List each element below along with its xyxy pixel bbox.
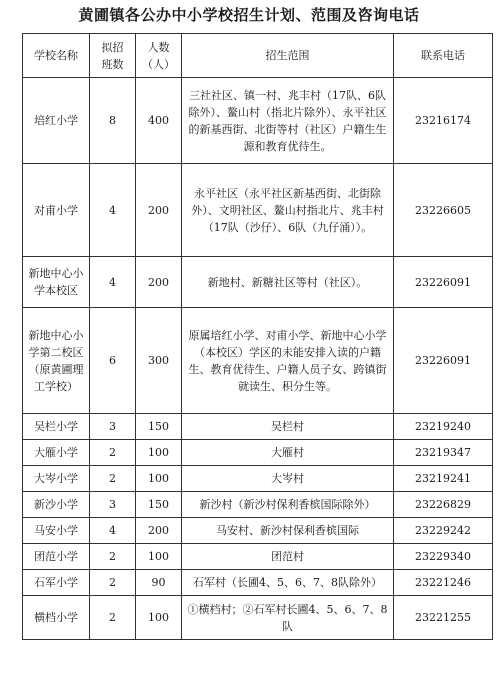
table-row [23, 518, 493, 544]
class-count: 2 [90, 466, 136, 492]
table-row [23, 596, 493, 640]
enrollment-scope: 团范村 [182, 544, 394, 570]
school-name: 吴栏小学 [23, 414, 90, 440]
class-count: 2 [90, 544, 136, 570]
class-count: 4 [90, 257, 136, 308]
header-phone: 联系电话 [394, 34, 493, 78]
enrollment-scope: 马安村、新沙村保利香槟国际 [182, 518, 394, 544]
phone-number: 23229242 [394, 518, 493, 544]
table-row [23, 257, 493, 308]
people-count: 90 [136, 570, 182, 596]
school-name: 新地中心小学本校区 [23, 257, 90, 308]
people-count: 200 [136, 518, 182, 544]
phone-number: 23226605 [394, 164, 493, 257]
table-row [23, 164, 493, 257]
enrollment-scope: 原属培红小学、对甫小学、新地中心小学（本校区）学区的未能安排入读的户籍生、教育优待生、户籍人员子女、跨镇街就读生、积分生等。 [182, 308, 394, 414]
table-row [23, 308, 493, 414]
people-count: 100 [136, 596, 182, 640]
enrollment-scope: 三社社区、镇一村、兆丰村（17队、6队除外）、鳌山村（指北片除外）、永平社区的新基西街、北街等村（社区）户籍生生源和教育优待生。 [182, 78, 394, 164]
table-row [23, 544, 493, 570]
table-header-row [23, 34, 493, 78]
people-count: 200 [136, 164, 182, 257]
enrollment-scope: 新地村、新糖社区等村（社区）。 [182, 257, 394, 308]
class-count: 4 [90, 518, 136, 544]
enrollment-scope: 新沙村（新沙村保利香槟国际除外） [182, 492, 394, 518]
school-name: 横档小学 [23, 596, 90, 640]
phone-number: 23219347 [394, 440, 493, 466]
class-count: 4 [90, 164, 136, 257]
phone-number: 23219241 [394, 466, 493, 492]
people-count: 200 [136, 257, 182, 308]
people-count: 150 [136, 414, 182, 440]
header-scope: 招生范围 [182, 34, 394, 78]
enrollment-scope: 永平社区（永平社区新基西街、北街除外）、文明社区、鳌山村指北片、兆丰村（17队（沙仔）、6队（九仔涌））。 [182, 164, 394, 257]
phone-number: 23229340 [394, 544, 493, 570]
header-classes: 拟招 班数 [90, 34, 136, 78]
school-name: 对甫小学 [23, 164, 90, 257]
table-row [23, 440, 493, 466]
enrollment-table [22, 33, 493, 640]
school-name: 大雁小学 [23, 440, 90, 466]
enrollment-scope: 吴栏村 [182, 414, 394, 440]
school-name: 新地中心小学第二校区（原黄圃理工学校） [23, 308, 90, 414]
school-name: 大岑小学 [23, 466, 90, 492]
people-count: 150 [136, 492, 182, 518]
header-people: 人数 （人） [136, 34, 182, 78]
phone-number: 23221246 [394, 570, 493, 596]
school-name: 马安小学 [23, 518, 90, 544]
people-count: 100 [136, 466, 182, 492]
table-row [23, 570, 493, 596]
phone-number: 23226091 [394, 257, 493, 308]
phone-number: 23219240 [394, 414, 493, 440]
people-count: 100 [136, 544, 182, 570]
people-count: 300 [136, 308, 182, 414]
school-name: 石军小学 [23, 570, 90, 596]
phone-number: 23226829 [394, 492, 493, 518]
table-row [23, 466, 493, 492]
table-row [23, 78, 493, 164]
enrollment-scope: 大岑村 [182, 466, 394, 492]
school-name: 培红小学 [23, 78, 90, 164]
header-school: 学校名称 [23, 34, 90, 78]
class-count: 3 [90, 492, 136, 518]
school-name: 新沙小学 [23, 492, 90, 518]
class-count: 8 [90, 78, 136, 164]
class-count: 2 [90, 440, 136, 466]
enrollment-scope: 石军村（长圃4、5、6、7、8队除外） [182, 570, 394, 596]
phone-number: 23221255 [394, 596, 493, 640]
phone-number: 23226091 [394, 308, 493, 414]
table-row [23, 492, 493, 518]
class-count: 3 [90, 414, 136, 440]
page-title: 黄圃镇各公办中小学校招生计划、范围及咨询电话 [78, 6, 420, 24]
enrollment-scope: ①横档村；②石军村长圃4、5、6、7、8队 [182, 596, 394, 640]
phone-number: 23216174 [394, 78, 493, 164]
enrollment-scope: 大雁村 [182, 440, 394, 466]
class-count: 2 [90, 596, 136, 640]
people-count: 400 [136, 78, 182, 164]
class-count: 2 [90, 570, 136, 596]
school-name: 团范小学 [23, 544, 90, 570]
class-count: 6 [90, 308, 136, 414]
people-count: 100 [136, 440, 182, 466]
table-row [23, 414, 493, 440]
